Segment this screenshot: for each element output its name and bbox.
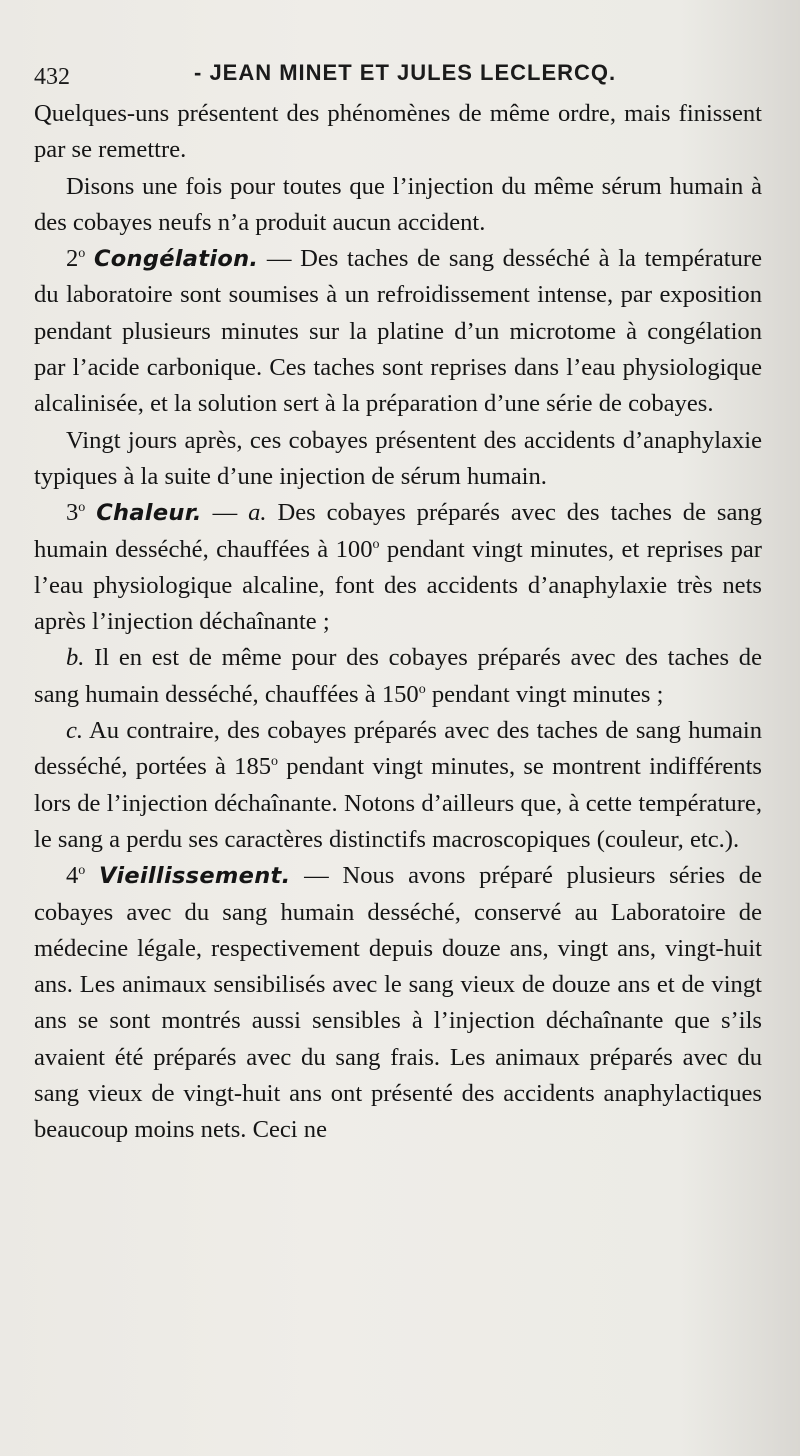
section-heading-congelation: Congélation. xyxy=(93,246,259,273)
paragraph-2 xyxy=(34,169,762,242)
paragraph-item-c xyxy=(34,713,762,858)
section-heading-chaleur: Chaleur. xyxy=(96,500,202,527)
paragraph-item-b-text-a: Il en est de même pour des cobayes préparés avec des taches de sang humain desséché, chauffées à 150 xyxy=(34,644,762,708)
section-number: 3 xyxy=(66,499,79,527)
degree-mark: o xyxy=(418,681,426,697)
degree-mark: o xyxy=(271,754,279,770)
paragraph-item-b-text-b: pendant vingt minutes ; xyxy=(425,680,664,708)
degree-mark: o xyxy=(372,536,380,552)
paragraph-1 xyxy=(34,96,762,169)
paragraph-item-c-text-a: Au contraire, des cobayes préparés avec des taches de sang humain desséché, portées à 185 xyxy=(34,717,762,781)
paragraph-chaleur-text-b: pendant vingt minutes, et reprises par l’eau physiologique alcaline, font des accidents d’anaphylaxie très nets après l’injection déchaînante ; xyxy=(34,535,762,636)
section-number: 2 xyxy=(66,245,79,273)
page-number: 432 xyxy=(34,64,70,90)
paragraph-congelation-text: — Des taches de sang desséché à la température du laboratoire sont soumises à un refroidissement intense, par exposition pendant plusieurs minutes sur la platine d’un microtome à congélation par l’acide carbonique. Ces taches sont reprises dans l’eau physiologique alcalinisée, et la solution sert à la préparation d’une série de cobayes. xyxy=(34,245,762,418)
section-heading-vieillissement: Vieillissement. xyxy=(99,863,291,890)
paragraph-4-text: Vingt jours après, ces cobayes présentent des accidents d’anaphylaxie typiques à la suite d’une injection de sérum humain. xyxy=(34,426,762,490)
section-number: 4 xyxy=(66,862,79,890)
paragraph-vieillissement xyxy=(34,858,762,1148)
paragraph-chaleur xyxy=(34,495,762,640)
page-header xyxy=(34,58,764,94)
item-letter-c: c. xyxy=(66,717,84,745)
paragraph-chaleur-text-a: Des cobayes préparés avec des taches de sang humain desséché, chauffées à 100 xyxy=(34,499,762,563)
paragraph-item-c-text-b: pendant vingt minutes, se montrent indifférents lors de l’injection déchaînante. Notons d’ailleurs que, à cette température, le sang a perdu ses caractères distinctifs macroscopiques (couleur, etc.). xyxy=(34,753,762,853)
ordinal-mark: o xyxy=(78,246,86,262)
heading-dash: — xyxy=(201,499,249,527)
paragraph-vieillissement-text: — Nous avons préparé plusieurs séries de cobayes avec du sang humain desséché, conservé au Laboratoire de médecine légale, respectivement depuis douze ans, vingt ans, vingt-huit ans. Les animaux sensibilisés avec le sang vieux de douze ans et de vingt ans se sont montrés aussi sensibles à l’injection déchaînante que s’ils avaient été préparés avec du sang frais. Les animaux préparés avec du sang vieux de vingt-huit ans ont présenté des accidents anaphylactiques beaucoup moins nets. Ceci ne xyxy=(34,862,763,1144)
ordinal-mark: o xyxy=(78,500,86,516)
paragraph-item-b xyxy=(34,640,762,713)
item-letter-b: b. xyxy=(66,644,85,672)
ordinal-mark: o xyxy=(78,863,86,879)
paragraph-1-text: Quelques-uns présentent des phénomènes de même ordre, mais finissent par se remettre. xyxy=(34,100,762,164)
paragraph-congelation xyxy=(34,241,762,422)
paragraph-4 xyxy=(34,423,762,496)
running-head: - JEAN MINET ET JULES LECLERCQ. xyxy=(194,60,617,85)
paragraph-2-text: Disons une fois pour toutes que l’injection du même sérum humain à des cobayes neufs n’a produit aucun accident. xyxy=(34,172,762,236)
item-letter-a: a. xyxy=(248,499,267,527)
body-text xyxy=(34,96,762,1149)
